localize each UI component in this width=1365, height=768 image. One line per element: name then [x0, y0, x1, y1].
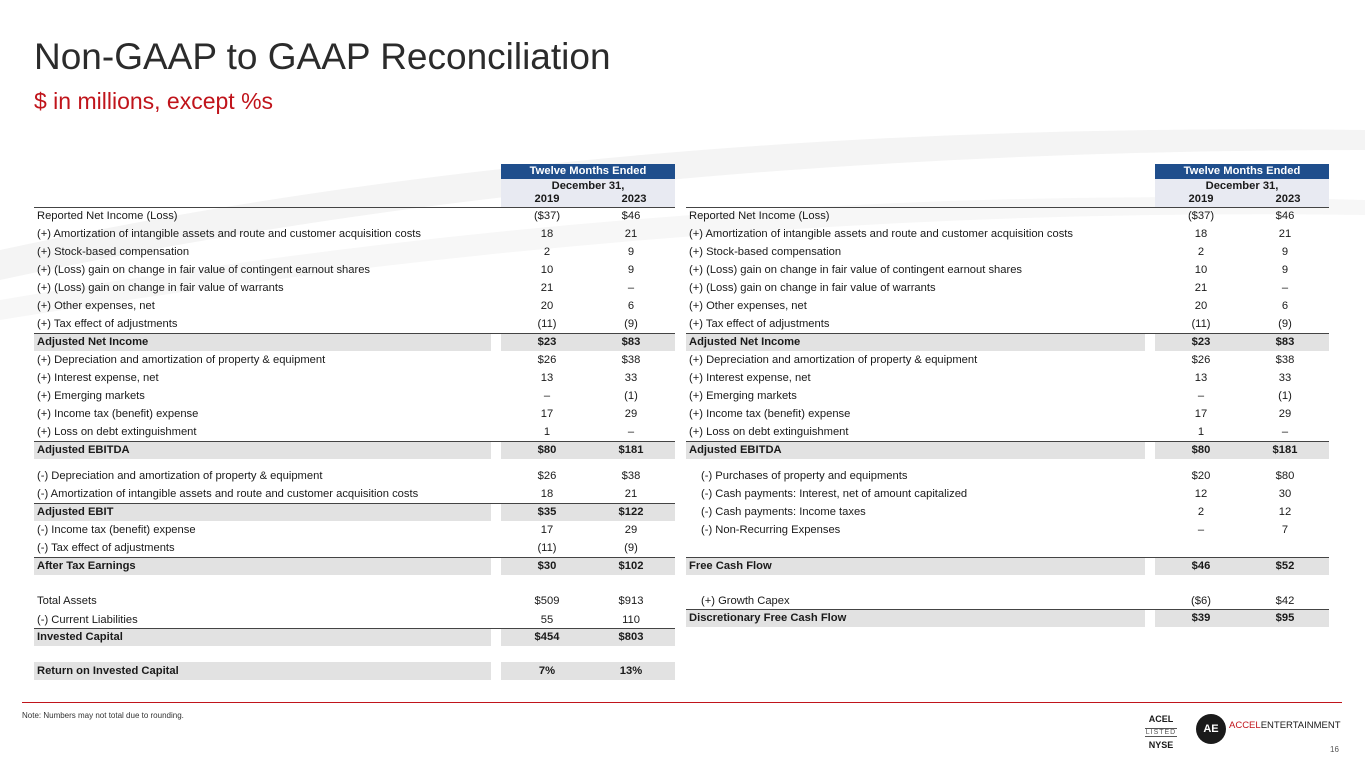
row-label: (+) Interest expense, net [37, 372, 159, 384]
row-label: (+) Interest expense, net [689, 372, 811, 384]
row-value-2023: $46 [621, 210, 641, 222]
row-value-2023: 6 [1281, 300, 1289, 312]
row-value-2019: 17 [540, 408, 554, 420]
row-value-2023: – [627, 282, 635, 294]
table-row [686, 225, 1329, 243]
row-label: (+) Emerging markets [689, 390, 797, 402]
table-row [34, 405, 675, 423]
row-value-2023: $95 [1275, 612, 1295, 624]
row-value-2023: $83 [1275, 336, 1295, 348]
row-label: (+) Depreciation and amortization of property & equipment [689, 354, 978, 366]
row-label: (+) Tax effect of adjustments [689, 318, 830, 330]
footnote: Note: Numbers may not total due to rounding. [22, 711, 184, 720]
row-value-2019: (11) [1191, 318, 1211, 330]
row-value-2019: 2 [543, 246, 551, 258]
right-date-subheader: December 31, [1205, 180, 1279, 192]
row-label: (+) Other expenses, net [689, 300, 807, 312]
row-value-2019: $30 [537, 560, 557, 572]
row-value-2019: (11) [537, 542, 557, 554]
row-value-2019: 1 [543, 426, 551, 438]
row-value-2023: – [1281, 282, 1289, 294]
row-value-2023: (9) [624, 542, 638, 554]
row-value-2023: $122 [618, 506, 644, 518]
row-label: Adjusted EBITDA [689, 444, 782, 456]
row-value-2019: 21 [1194, 282, 1208, 294]
row-value-2023: (1) [1278, 390, 1292, 402]
row-label: Reported Net Income (Loss) [689, 210, 830, 222]
row-value-2023: – [627, 426, 635, 438]
row-label: Total Assets [37, 595, 97, 607]
table-row [34, 662, 675, 680]
table-row [34, 521, 675, 539]
table-row [34, 297, 675, 315]
table-row [34, 387, 675, 405]
left-reconciliation-table [34, 0, 675, 700]
row-value-2023: 13% [619, 665, 643, 677]
row-label: (-) Depreciation and amortization of property & equipment [37, 470, 323, 482]
row-label: (+) Emerging markets [37, 390, 145, 402]
row-value-2019: $23 [537, 336, 557, 348]
left-year1-header: 2019 [534, 193, 560, 205]
row-label: (+) Loss on debt extinguishment [689, 426, 849, 438]
table-row [34, 369, 675, 387]
row-value-2019: 10 [1194, 264, 1208, 276]
row-value-2019: $26 [1191, 354, 1211, 366]
row-value-2019: $35 [537, 506, 557, 518]
row-label: (+) Depreciation and amortization of property & equipment [37, 354, 326, 366]
table-row [686, 503, 1329, 521]
table-row [34, 539, 675, 557]
row-value-2019: $454 [534, 631, 560, 643]
row-label: (-) Purchases of property and equipments [701, 470, 908, 482]
row-label: Invested Capital [37, 631, 123, 643]
table-row [686, 467, 1329, 485]
table-row [34, 333, 675, 351]
table-row [686, 369, 1329, 387]
row-value-2019: 18 [540, 228, 554, 240]
row-label: (-) Current Liabilities [37, 614, 138, 626]
table-row [686, 592, 1329, 610]
nyse-ticker: ACEL [1148, 714, 1174, 724]
row-value-2023: 33 [624, 372, 638, 384]
subtotal-rule [34, 503, 675, 504]
table-row [686, 315, 1329, 333]
row-value-2023: 9 [627, 246, 635, 258]
row-label: (+) Income tax (benefit) expense [689, 408, 851, 420]
row-value-2019: 10 [540, 264, 554, 276]
row-label: Adjusted EBITDA [37, 444, 130, 456]
nyse-exchange-label: NYSE [1148, 740, 1174, 750]
row-value-2019: $46 [1191, 560, 1211, 572]
row-value-2023: $181 [618, 444, 644, 456]
nyse-listed-badge [1145, 714, 1177, 750]
row-value-2019: 1 [1197, 426, 1205, 438]
row-label: (+) Income tax (benefit) expense [37, 408, 199, 420]
row-value-2023: 110 [622, 614, 640, 626]
row-value-2023: $38 [1275, 354, 1295, 366]
row-label: Free Cash Flow [689, 560, 772, 572]
row-label: (+) Loss on debt extinguishment [37, 426, 197, 438]
row-label: (+) (Loss) gain on change in fair value of warrants [689, 282, 936, 294]
row-value-2023: $102 [618, 560, 644, 572]
table-row [34, 315, 675, 333]
row-value-2023: 29 [624, 408, 638, 420]
table-row [686, 387, 1329, 405]
row-value-2023: (1) [624, 390, 638, 402]
table-row [686, 521, 1329, 539]
row-value-2019: 7% [538, 665, 556, 677]
table-row [686, 351, 1329, 369]
row-value-2023: $46 [1275, 210, 1295, 222]
row-label: Adjusted Net Income [689, 336, 801, 348]
row-label: (-) Income tax (benefit) expense [37, 524, 196, 536]
row-label: (-) Non-Recurring Expenses [701, 524, 841, 536]
row-label: (+) (Loss) gain on change in fair value of contingent earnout shares [689, 264, 1023, 276]
row-value-2023: 12 [1278, 506, 1292, 518]
table-row [686, 557, 1329, 575]
row-value-2019: $26 [537, 470, 557, 482]
row-value-2019: 12 [1194, 488, 1208, 500]
left-period-header: Twelve Months Ended [501, 164, 675, 179]
row-label: (+) Stock-based compensation [37, 246, 190, 258]
row-label: Return on Invested Capital [37, 665, 179, 677]
logo-accel-word: ACCEL [1229, 720, 1261, 731]
nyse-listed-label: LISTED [1145, 729, 1177, 736]
table-row [686, 405, 1329, 423]
row-label: After Tax Earnings [37, 560, 136, 572]
subtotal-rule [34, 628, 675, 629]
table-row [34, 207, 675, 225]
row-value-2019: ($37) [1187, 210, 1215, 222]
row-value-2019: $80 [1191, 444, 1211, 456]
table-row [34, 261, 675, 279]
row-value-2023: $80 [1275, 470, 1295, 482]
row-value-2023: – [1281, 426, 1289, 438]
right-period-header: Twelve Months Ended [1155, 164, 1329, 179]
table-row [34, 243, 675, 261]
row-value-2019: 13 [1194, 372, 1208, 384]
row-value-2023: $42 [1275, 595, 1295, 607]
table-row [34, 628, 675, 646]
accel-logo-text [1229, 720, 1341, 731]
row-value-2023: 21 [624, 488, 638, 500]
row-value-2023: $913 [618, 595, 644, 607]
table-row [34, 503, 675, 521]
table-row [686, 297, 1329, 315]
row-value-2023: 9 [1281, 246, 1289, 258]
table-row [686, 441, 1329, 459]
row-value-2023: 30 [1278, 488, 1292, 500]
row-value-2019: $20 [1191, 470, 1211, 482]
row-value-2019: 21 [540, 282, 554, 294]
row-value-2023: 21 [624, 228, 638, 240]
row-label: (-) Cash payments: Income taxes [701, 506, 866, 518]
right-reconciliation-table [686, 0, 1329, 700]
row-label: Discretionary Free Cash Flow [689, 612, 847, 624]
row-value-2023: 29 [1278, 408, 1292, 420]
left-year2-header: 2023 [621, 193, 647, 205]
row-label: (+) Stock-based compensation [689, 246, 842, 258]
row-value-2019: (11) [537, 318, 557, 330]
row-value-2023: $38 [621, 470, 641, 482]
footer-rule [22, 702, 1342, 703]
row-value-2023: 33 [1278, 372, 1292, 384]
row-value-2023: (9) [624, 318, 638, 330]
row-value-2019: – [543, 390, 551, 402]
row-value-2019: 20 [1194, 300, 1208, 312]
row-value-2019: – [1197, 390, 1205, 402]
row-value-2019: $80 [537, 444, 557, 456]
row-value-2019: 20 [540, 300, 554, 312]
row-value-2019: 55 [540, 614, 554, 626]
subtotal-rule [34, 441, 675, 442]
row-value-2023: $83 [621, 336, 641, 348]
accel-logo-icon: AE [1196, 714, 1226, 744]
table-row [34, 467, 675, 485]
row-label: (-) Cash payments: Interest, net of amount capitalized [701, 488, 968, 500]
row-value-2023: 29 [624, 524, 638, 536]
row-label: Reported Net Income (Loss) [37, 210, 178, 222]
right-year2-header: 2023 [1275, 193, 1301, 205]
subtotal-rule [686, 441, 1329, 442]
row-value-2023: 9 [1281, 264, 1289, 276]
page-subtitle: $ in millions, except %s [34, 88, 274, 114]
table-row [686, 261, 1329, 279]
page-title: Non-GAAP to GAAP Reconciliation [34, 36, 611, 77]
row-value-2019: 13 [540, 372, 554, 384]
row-value-2019: $26 [537, 354, 557, 366]
row-value-2019: 18 [540, 488, 554, 500]
table-row [34, 279, 675, 297]
table-row [686, 333, 1329, 351]
row-value-2019: ($6) [1191, 595, 1211, 607]
table-row [34, 485, 675, 503]
row-value-2019: – [1197, 524, 1205, 536]
table-row [34, 592, 675, 610]
table-row [686, 423, 1329, 441]
row-label: (+) Amortization of intangible assets and route and customer acquisition costs [37, 228, 421, 240]
row-label: (-) Amortization of intangible assets and route and customer acquisition costs [37, 488, 419, 500]
row-label: (+) Other expenses, net [37, 300, 155, 312]
table-row [686, 243, 1329, 261]
row-value-2023: $38 [621, 354, 641, 366]
table-row [686, 609, 1329, 627]
right-year1-header: 2019 [1188, 193, 1214, 205]
row-value-2019: 17 [540, 524, 554, 536]
row-label: (+) (Loss) gain on change in fair value of warrants [37, 282, 284, 294]
table-row [686, 279, 1329, 297]
row-label: Adjusted Net Income [37, 336, 149, 348]
row-label: (+) Tax effect of adjustments [37, 318, 178, 330]
row-value-2019: ($37) [533, 210, 561, 222]
row-label: (+) (Loss) gain on change in fair value of contingent earnout shares [37, 264, 371, 276]
row-value-2019: $509 [534, 595, 560, 607]
row-value-2019: $39 [1191, 612, 1211, 624]
row-value-2023: $52 [1275, 560, 1295, 572]
page-number: 16 [1330, 745, 1339, 754]
table-row [686, 485, 1329, 503]
row-value-2023: (9) [1278, 318, 1292, 330]
row-value-2023: 21 [1278, 228, 1292, 240]
table-row [34, 441, 675, 459]
row-value-2019: 17 [1194, 408, 1208, 420]
table-row [34, 423, 675, 441]
table-row [34, 611, 675, 629]
row-value-2023: 7 [1281, 524, 1289, 536]
left-date-subheader: December 31, [551, 180, 625, 192]
row-label: (+) Amortization of intangible assets and route and customer acquisition costs [689, 228, 1073, 240]
row-value-2023: 6 [627, 300, 635, 312]
table-row [34, 351, 675, 369]
table-row [34, 557, 675, 575]
table-row [686, 207, 1329, 225]
row-value-2023: $803 [618, 631, 644, 643]
subtotal-rule [686, 557, 1329, 558]
row-value-2023: $181 [1272, 444, 1298, 456]
row-value-2019: 2 [1197, 246, 1205, 258]
logo-entertainment-word: ENTERTAINMENT [1260, 720, 1341, 731]
table-row [34, 225, 675, 243]
row-value-2023: 9 [627, 264, 635, 276]
row-label: (-) Tax effect of adjustments [37, 542, 175, 554]
row-label: (+) Growth Capex [701, 595, 790, 607]
row-label: Adjusted EBIT [37, 506, 114, 518]
row-value-2019: 18 [1194, 228, 1208, 240]
row-value-2019: $23 [1191, 336, 1211, 348]
row-value-2019: 2 [1197, 506, 1205, 518]
